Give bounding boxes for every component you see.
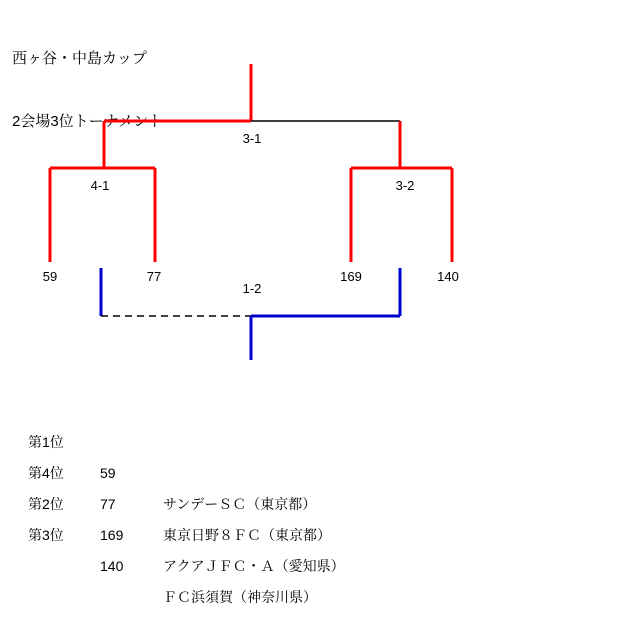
result-rank: 第3位 [28,527,64,543]
result-team: アクアＪＦＣ・Ａ（愛知県） [163,558,345,574]
result-team: ＦＣ浜須賀（神奈川県） [163,589,317,605]
entrant-number-1: 59 [42,269,58,284]
result-rank: 第1位 [28,434,64,450]
result-number: 169 [100,527,124,543]
match-label-left-semi: 4-1 [90,178,110,193]
match-label-final: 3-1 [242,131,262,146]
result-team: サンデーＳＣ（東京都） [163,496,317,512]
title-line-1: 西ヶ谷・中島カップ [12,50,147,67]
result-team: 東京日野８ＦＣ（東京都） [163,527,331,543]
result-rank: 第4位 [28,465,64,481]
match-label-third-place: 1-2 [242,281,262,296]
entrant-number-4: 140 [437,269,459,284]
match-label-right-semi: 3-2 [395,178,415,193]
result-number: 140 [100,558,124,574]
entrant-number-3: 169 [340,269,362,284]
result-number: 59 [100,465,116,481]
results-list [0,396,640,605]
title-line-2: 2会場3位トーナメント [12,113,164,130]
entrant-number-2: 77 [146,269,162,284]
result-number: 77 [100,496,116,512]
result-rank: 第2位 [28,496,64,512]
